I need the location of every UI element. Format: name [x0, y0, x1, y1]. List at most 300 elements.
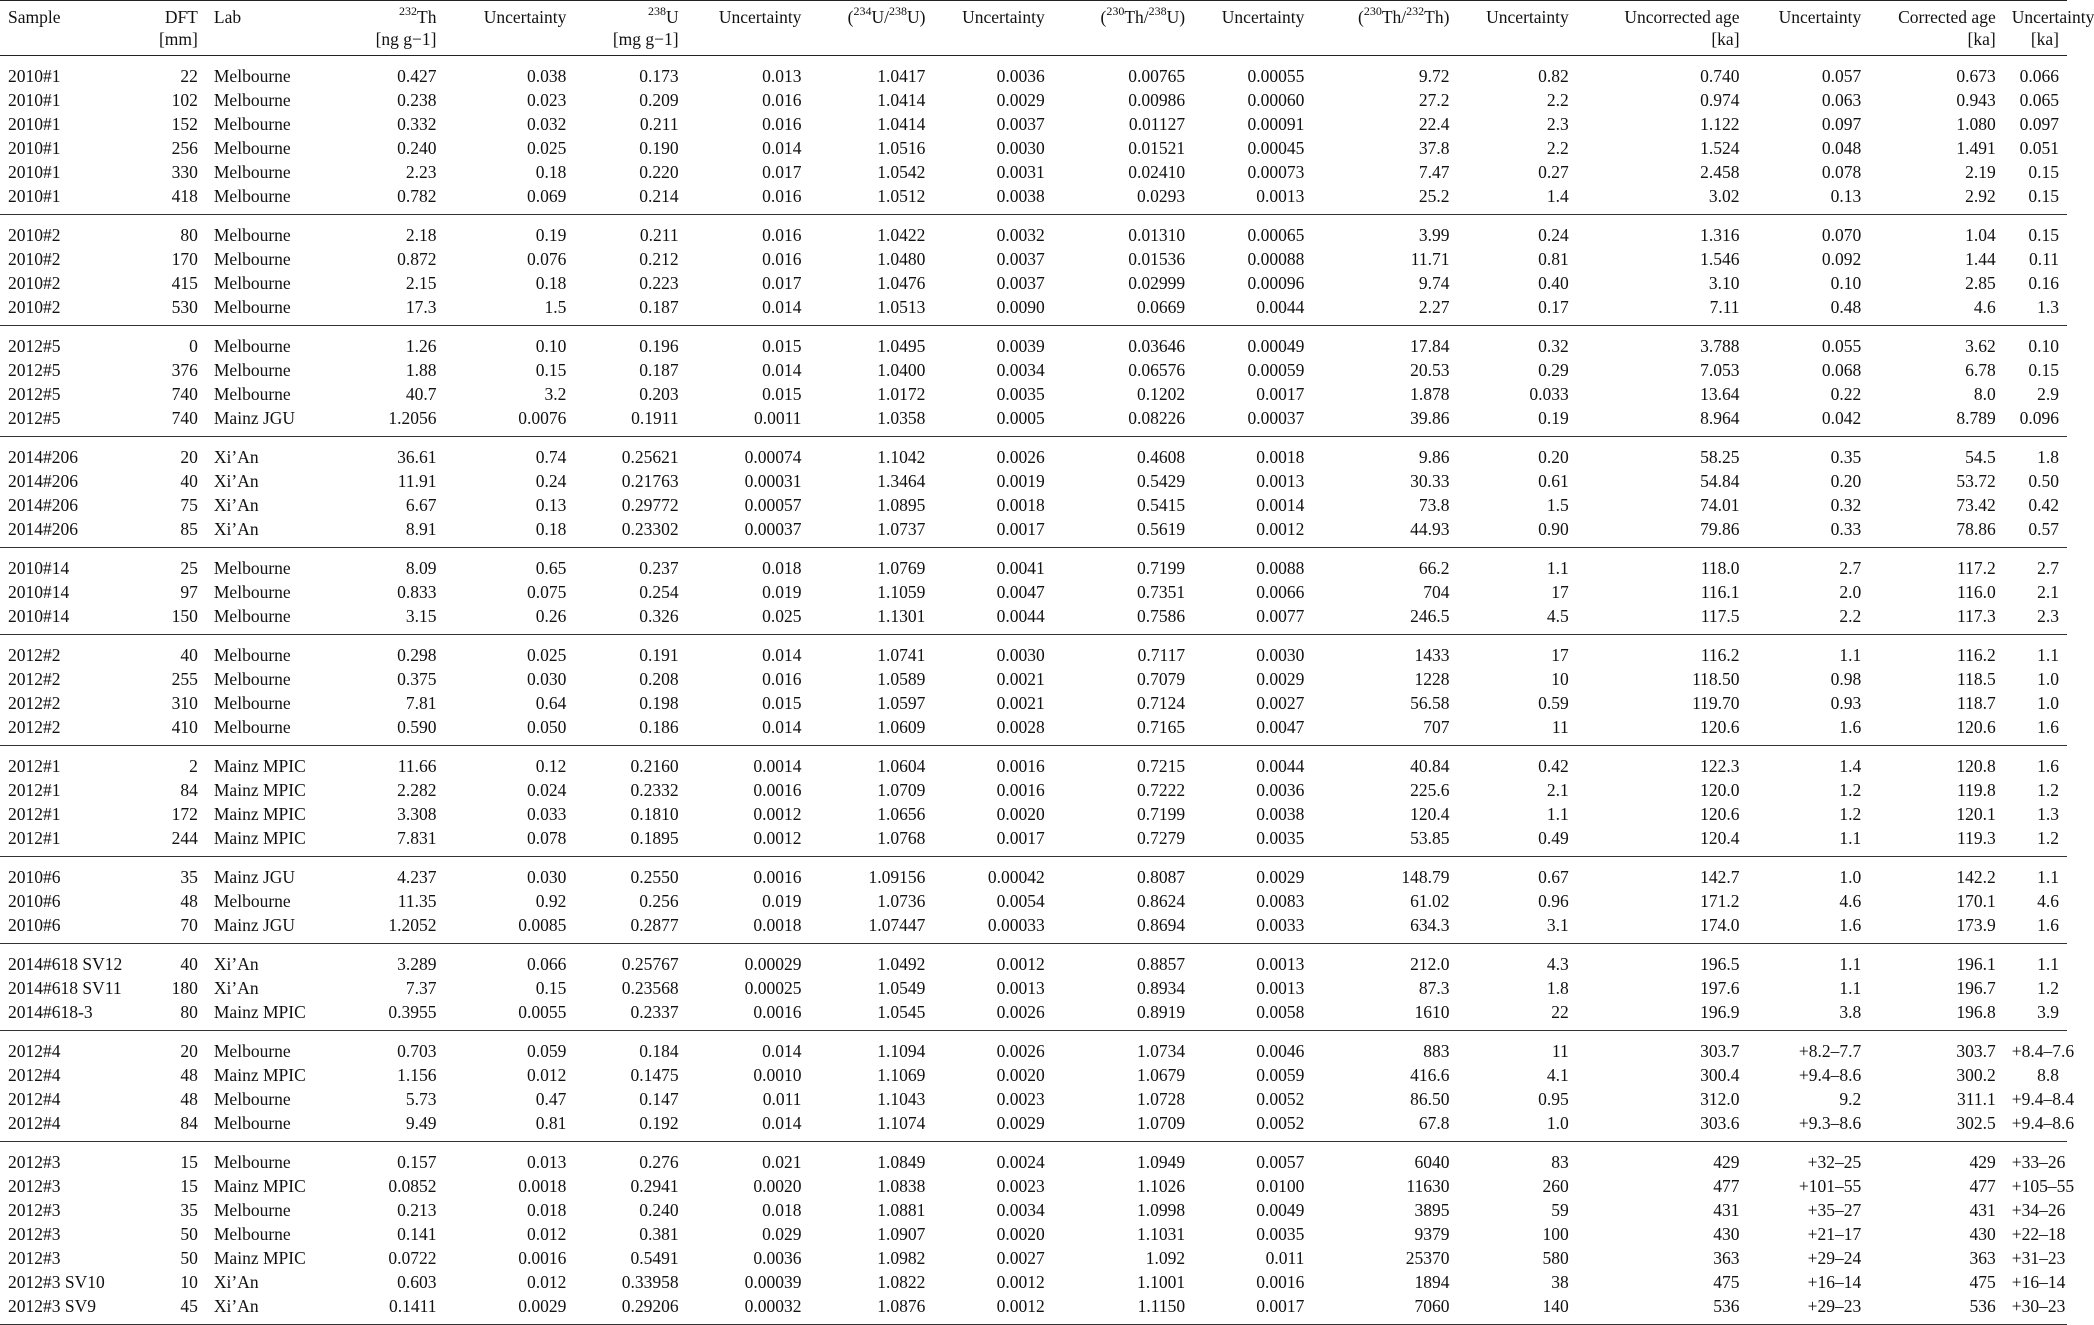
cell-dft: 50: [180, 1224, 198, 1244]
cell-u238-uncertainty: 0.017: [762, 162, 802, 182]
cell-th230-th232-uncertainty: 580: [1542, 1248, 1569, 1268]
cell-corrected-age: 53.72: [1956, 471, 1996, 491]
cell-th230-u238-uncertainty: 0.0058: [1193, 1000, 1312, 1031]
cell-th232-uncertainty: 0.076: [526, 249, 567, 269]
cell-th230-th232-uncertainty: 0.61: [1538, 471, 1569, 491]
table-row: [0, 913, 2067, 944]
cell-u234-u238-uncertainty: 0.0020: [996, 804, 1045, 824]
cell-uncorrected-age: 3.788: [1700, 336, 1740, 356]
cell-th230-th232-uncertainty: 1.8: [1546, 978, 1569, 998]
cell-th232-uncertainty: 0.0029: [444, 1294, 574, 1325]
cell-u238-uncertainty: 0.0016: [753, 867, 802, 887]
cell-sample: 2010#14: [0, 604, 138, 635]
cell-th230-th232-uncertainty: 10: [1551, 669, 1569, 689]
cell-th232: 3.15: [337, 604, 445, 635]
cell-dft: 25: [180, 558, 198, 578]
cell-uncorrected-age-uncertainty: +101–55: [1798, 1176, 1862, 1196]
cell-corrected-age: 2.19: [1965, 162, 1996, 182]
cell-uncorrected-age: 300.4: [1700, 1065, 1740, 1085]
cell-dft: 20: [180, 447, 198, 467]
table-row: [0, 826, 2067, 857]
cell-corrected-age-uncertainty: 0.065: [2019, 90, 2059, 110]
table-header-row: [0, 1, 2067, 56]
cell-u238-uncertainty: 0.029: [762, 1224, 802, 1244]
table-row: [0, 1246, 2067, 1270]
cell-th232-uncertainty: 0.023: [526, 90, 567, 110]
cell-corrected-age-uncertainty: +105–55: [2011, 1176, 2075, 1196]
cell-sample: 2010#1: [8, 138, 61, 158]
cell-u234-u238-uncertainty: 0.0023: [996, 1089, 1045, 1109]
cell-u238: 0.2941: [630, 1176, 679, 1196]
cell-uncorrected-age-uncertainty: 0.10: [1830, 273, 1862, 293]
cell-u234-u238-uncertainty: 0.0023: [996, 1176, 1045, 1196]
cell-th230-u238-ratio: 0.7117: [1137, 645, 1186, 665]
cell-uncorrected-age-uncertainty: 0.98: [1830, 669, 1862, 689]
cell-th230-u238-ratio: 0.0669: [1053, 295, 1193, 326]
table-row: [0, 715, 2067, 746]
cell-dft: 48: [180, 1089, 198, 1109]
cell-sample: 2010#1: [8, 90, 61, 110]
cell-th232: 0.782: [337, 184, 445, 215]
cell-u234-u238-uncertainty: 0.0026: [933, 1000, 1052, 1031]
cell-th230-u238-uncertainty: 0.00096: [1247, 273, 1305, 293]
cell-th232-uncertainty: 0.059: [526, 1041, 567, 1061]
cell-th230-th232-uncertainty: 0.27: [1538, 162, 1569, 182]
table-row: [0, 580, 2067, 604]
cell-dft: 15: [180, 1152, 198, 1172]
cell-th230-u238-ratio: 0.4608: [1136, 447, 1186, 467]
cell-sample: 2010#6: [0, 913, 138, 944]
cell-th232: 36.61: [397, 447, 437, 467]
cell-corrected-age: 302.5: [1869, 1111, 2004, 1142]
cell-u238-uncertainty: 0.014: [762, 645, 802, 665]
cell-th230-th232-ratio: 22.4: [1418, 114, 1450, 134]
cell-sample: 2014#206: [8, 495, 78, 515]
cell-u238-uncertainty: 0.019: [762, 582, 802, 602]
cell-th232-uncertainty: 0.0018: [518, 1176, 567, 1196]
cell-u238-uncertainty: 0.014: [687, 295, 810, 326]
cell-dft: 330: [171, 162, 198, 182]
cell-corrected-age-uncertainty: 1.2: [2037, 978, 2059, 998]
cell-dft: 10: [180, 1272, 198, 1292]
cell-u234-u238-uncertainty: 0.0041: [996, 558, 1045, 578]
cell-th230-th232-uncertainty: 0.24: [1538, 225, 1569, 245]
cell-u234-u238-ratio: 1.0768: [809, 826, 933, 857]
cell-u238: 0.186: [574, 715, 686, 746]
cell-th232-uncertainty: 0.013: [526, 1152, 567, 1172]
cell-u238-uncertainty: 0.00029: [744, 954, 802, 974]
cell-corrected-age: 475: [1969, 1272, 1996, 1292]
cell-uncorrected-age-uncertainty: 0.33: [1748, 517, 1870, 548]
cell-th232-uncertainty: 0.033: [526, 804, 567, 824]
table-row: [0, 802, 2067, 826]
cell-uncorrected-age: 475: [1713, 1272, 1740, 1292]
cell-th230-u238-uncertainty: 0.00049: [1247, 336, 1305, 356]
cell-u238-uncertainty: 0.0016: [687, 1000, 810, 1031]
header-th232: $^{232}$Th [ng g−1]: [337, 1, 445, 56]
cell-uncorrected-age-uncertainty: 0.22: [1830, 384, 1862, 404]
cell-th230-u238-uncertainty: 0.0077: [1193, 604, 1312, 635]
cell-th232: 0.238: [397, 90, 437, 110]
cell-corrected-age: 6.78: [1965, 360, 1996, 380]
cell-corrected-age: 1.080: [1956, 114, 1996, 134]
cell-u234-u238-uncertainty: 0.00042: [987, 867, 1045, 887]
header-th232-uncertainty: Uncertainty: [444, 1, 574, 56]
cell-corrected-age: 429: [1969, 1152, 1996, 1172]
cell-lab: Melbourne: [213, 273, 291, 293]
cell-dft: 410: [138, 715, 206, 746]
cell-u238-uncertainty: 0.018: [762, 558, 802, 578]
cell-sample: 2010#6: [8, 891, 61, 911]
cell-dft: 2: [189, 756, 198, 776]
cell-th232-uncertainty: 0.024: [526, 780, 567, 800]
cell-u234-u238-ratio: 1.3464: [877, 471, 926, 491]
cell-th230-u238-uncertainty: 0.0059: [1256, 1065, 1305, 1085]
header-corrected-age-uncertainty: Uncertainty [ka]: [2004, 1, 2067, 56]
cell-th230-u238-ratio: 0.5415: [1136, 495, 1186, 515]
cell-corrected-age-uncertainty: 0.15: [2004, 184, 2067, 215]
cell-th232-uncertainty: 0.15: [535, 978, 567, 998]
cell-corrected-age: 173.9: [1869, 913, 2004, 944]
cell-th230-th232-uncertainty: 0.96: [1538, 891, 1569, 911]
table-row: [0, 160, 2067, 184]
cell-th230-th232-uncertainty: 4.3: [1546, 954, 1569, 974]
cell-sample: 2012#2: [8, 693, 61, 713]
cell-uncorrected-age-uncertainty: 0.057: [1821, 66, 1862, 86]
cell-th232: 1.2052: [337, 913, 445, 944]
cell-th230-th232-uncertainty: 1.4: [1457, 184, 1576, 215]
cell-u238-uncertainty: 0.00074: [744, 447, 802, 467]
cell-u234-u238-ratio: 1.0358: [809, 406, 933, 437]
cell-th232: 2.18: [405, 225, 437, 245]
cell-sample: 2012#3: [8, 1200, 61, 1220]
cell-dft: 102: [171, 90, 198, 110]
cell-corrected-age-uncertainty: 0.096: [2004, 406, 2067, 437]
cell-sample: 2010#2: [8, 225, 61, 245]
cell-u238: 0.187: [574, 295, 686, 326]
cell-uncorrected-age: 363: [1713, 1248, 1740, 1268]
cell-u238-uncertainty: 0.014: [687, 715, 810, 746]
cell-th230-th232-ratio: 25.2: [1312, 184, 1457, 215]
cell-th230-th232-ratio: 87.3: [1418, 978, 1450, 998]
cell-th232-uncertainty: 0.15: [535, 360, 567, 380]
cell-th230-th232-uncertainty: 260: [1542, 1176, 1569, 1196]
cell-u234-u238-uncertainty: 0.0039: [996, 336, 1045, 356]
cell-lab: Mainz MPIC: [213, 1065, 306, 1085]
table-row: [0, 667, 2067, 691]
cell-u234-u238-uncertainty: 0.0017: [933, 826, 1052, 857]
cell-th232-uncertainty: 0.92: [535, 891, 567, 911]
table-row: [0, 112, 2067, 136]
cell-u238-uncertainty: 0.015: [762, 336, 802, 356]
table-row: [0, 247, 2067, 271]
cell-th232: 7.81: [405, 693, 437, 713]
cell-th230-u238-ratio: 1.1031: [1136, 1224, 1186, 1244]
cell-dft: 40: [180, 954, 198, 974]
cell-th230-th232-uncertainty: 2.2: [1546, 138, 1569, 158]
cell-corrected-age-uncertainty: +9.4–8.6: [2004, 1111, 2067, 1142]
cell-sample: 2010#1: [8, 66, 61, 86]
cell-corrected-age-uncertainty: 1.1: [2037, 867, 2059, 887]
cell-th230-th232-ratio: 212.0: [1410, 954, 1450, 974]
cell-uncorrected-age: 171.2: [1700, 891, 1740, 911]
cell-th230-u238-ratio: 1.0949: [1136, 1152, 1186, 1172]
header-u234-u238-uncertainty: Uncertainty: [933, 1, 1052, 56]
cell-corrected-age-uncertainty: +16–14: [2011, 1272, 2066, 1292]
cell-th230-th232-uncertainty: 2.3: [1546, 114, 1569, 134]
cell-th230-u238-uncertainty: 0.0044: [1256, 756, 1305, 776]
cell-th230-th232-uncertainty: 1.0: [1457, 1111, 1576, 1142]
cell-corrected-age-uncertainty: +22–18: [2011, 1224, 2066, 1244]
cell-th232-uncertainty: 0.066: [526, 954, 567, 974]
cell-dft: 85: [138, 517, 206, 548]
cell-sample: 2012#3 SV10: [8, 1272, 105, 1292]
cell-u234-u238-uncertainty: 0.0021: [996, 669, 1045, 689]
cell-th230-th232-ratio: 634.3: [1312, 913, 1457, 944]
cell-dft: 97: [180, 582, 198, 602]
cell-th230-u238-uncertainty: 0.0012: [1193, 517, 1312, 548]
cell-uncorrected-age: 116.1: [1700, 582, 1740, 602]
cell-th230-th232-uncertainty: 140: [1457, 1294, 1576, 1325]
cell-th230-th232-ratio: 53.85: [1312, 826, 1457, 857]
cell-u238: 0.25621: [621, 447, 679, 467]
cell-corrected-age-uncertainty: 2.7: [2037, 558, 2059, 578]
cell-corrected-age-uncertainty: 0.15: [2028, 225, 2059, 245]
cell-uncorrected-age-uncertainty: 0.042: [1748, 406, 1870, 437]
cell-lab: Melbourne: [213, 558, 291, 578]
cell-uncorrected-age: 0.974: [1700, 90, 1740, 110]
cell-corrected-age: 196.8: [1869, 1000, 2004, 1031]
table-row: [0, 382, 2067, 406]
cell-th230-u238-ratio: 0.02410: [1128, 162, 1186, 182]
cell-th230-u238-ratio: 0.01521: [1128, 138, 1186, 158]
cell-u238: 0.187: [639, 360, 679, 380]
cell-th230-u238-ratio: 0.8694: [1053, 913, 1193, 944]
cell-lab: Melbourne: [213, 1041, 291, 1061]
cell-u238: 0.198: [639, 693, 679, 713]
cell-th230-th232-ratio: 39.86: [1312, 406, 1457, 437]
cell-u234-u238-ratio: 1.0589: [877, 669, 926, 689]
cell-u238: 0.237: [639, 558, 679, 578]
cell-sample: 2010#2: [0, 295, 138, 326]
cell-u238-uncertainty: 0.025: [687, 604, 810, 635]
cell-uncorrected-age-uncertainty: 0.48: [1748, 295, 1870, 326]
header-th230-u238-ratio: ($^{230}$Th/$^{238}$U): [1053, 1, 1193, 56]
cell-u234-u238-uncertainty: 0.0036: [996, 66, 1045, 86]
cell-lab: Melbourne: [213, 1152, 291, 1172]
cell-lab: Mainz JGU: [206, 913, 337, 944]
cell-corrected-age: 1.491: [1956, 138, 1996, 158]
cell-uncorrected-age-uncertainty: 0.20: [1830, 471, 1862, 491]
cell-u238: 0.212: [639, 249, 679, 269]
cell-th232-uncertainty: 0.050: [444, 715, 574, 746]
cell-u234-u238-uncertainty: 0.0029: [933, 1111, 1052, 1142]
cell-uncorrected-age-uncertainty: 0.097: [1821, 114, 1862, 134]
cell-th230-u238-uncertainty: 0.0035: [1193, 826, 1312, 857]
cell-th230-u238-ratio: 1.0728: [1136, 1089, 1186, 1109]
cell-th230-th232-uncertainty: 4.1: [1546, 1065, 1569, 1085]
cell-uncorrected-age: 116.2: [1700, 645, 1740, 665]
cell-u234-u238-ratio: 1.1074: [809, 1111, 933, 1142]
cell-u234-u238-ratio: 1.0172: [877, 384, 926, 404]
table-row: [0, 406, 2067, 437]
cell-th230-u238-ratio: 0.7199: [1136, 804, 1186, 824]
cell-th230-u238-ratio: 1.1150: [1053, 1294, 1193, 1325]
table-row: [0, 548, 2067, 581]
cell-dft: 48: [180, 891, 198, 911]
cell-corrected-age-uncertainty: +34–26: [2011, 1200, 2066, 1220]
cell-uncorrected-age-uncertainty: 0.93: [1830, 693, 1862, 713]
cell-u234-u238-ratio: 1.0656: [877, 804, 926, 824]
cell-uncorrected-age-uncertainty: +16–14: [1807, 1272, 1862, 1292]
cell-u238-uncertainty: 0.0018: [687, 913, 810, 944]
cell-u234-u238-ratio: 1.0737: [809, 517, 933, 548]
cell-th230-u238-uncertainty: 0.0052: [1193, 1111, 1312, 1142]
header-corrected-age: Corrected age [ka]: [1869, 1, 2004, 56]
cell-corrected-age: 311.1: [1956, 1089, 1996, 1109]
cell-th230-u238-ratio: 0.01536: [1128, 249, 1186, 269]
cell-th232: 11.35: [397, 891, 437, 911]
cell-uncorrected-age-uncertainty: +35–27: [1807, 1200, 1862, 1220]
cell-dft: 255: [171, 669, 198, 689]
cell-u238: 0.173: [639, 66, 679, 86]
cell-lab: Melbourne: [213, 336, 291, 356]
cell-th230-th232-ratio: 9.74: [1418, 273, 1450, 293]
cell-dft: 170: [171, 249, 198, 269]
cell-lab: Mainz MPIC: [213, 1248, 306, 1268]
cell-u234-u238-ratio: 1.0604: [877, 756, 926, 776]
cell-lab: Mainz JGU: [206, 406, 337, 437]
cell-u234-u238-ratio: 1.0709: [877, 780, 926, 800]
cell-th230-th232-uncertainty: 0.19: [1457, 406, 1576, 437]
cell-sample: 2012#2: [8, 645, 61, 665]
cell-th232-uncertainty: 0.032: [526, 114, 567, 134]
cell-sample: 2010#1: [8, 162, 61, 182]
cell-u238: 0.209: [639, 90, 679, 110]
cell-u234-u238-uncertainty: 0.00033: [933, 913, 1052, 944]
cell-th230-u238-uncertainty: 0.0029: [1256, 867, 1305, 887]
cell-th230-u238-uncertainty: 0.0057: [1256, 1152, 1305, 1172]
cell-th230-u238-uncertainty: 0.0013: [1256, 954, 1305, 974]
cell-lab: Mainz MPIC: [213, 1176, 306, 1196]
cell-corrected-age: 8.789: [1869, 406, 2004, 437]
table-row: [0, 857, 2067, 890]
cell-th230-th232-ratio: 30.33: [1410, 471, 1450, 491]
cell-u238-uncertainty: 0.018: [762, 1200, 802, 1220]
header-uncorrected-age: Uncorrected age [ka]: [1577, 1, 1748, 56]
cell-u234-u238-ratio: 1.0414: [877, 90, 926, 110]
cell-lab: Xi’An: [213, 471, 259, 491]
cell-th230-u238-uncertainty: 0.0066: [1256, 582, 1305, 602]
cell-th230-th232-ratio: 9379: [1414, 1224, 1450, 1244]
cell-th230-u238-ratio: 0.8919: [1053, 1000, 1193, 1031]
cell-uncorrected-age-uncertainty: 0.092: [1821, 249, 1862, 269]
cell-th230-th232-uncertainty: 0.42: [1538, 756, 1569, 776]
cell-th230-u238-ratio: 0.00986: [1128, 90, 1186, 110]
cell-th230-th232-uncertainty: 22: [1457, 1000, 1576, 1031]
table-row: [0, 1174, 2067, 1198]
cell-corrected-age-uncertainty: 1.1: [2037, 645, 2059, 665]
cell-u234-u238-ratio: 1.0476: [877, 273, 926, 293]
cell-lab: Melbourne: [213, 1200, 291, 1220]
cell-corrected-age: 2.85: [1965, 273, 1996, 293]
cell-th230-th232-uncertainty: 38: [1551, 1272, 1569, 1292]
cell-u238-uncertainty: 0.014: [762, 360, 802, 380]
cell-uncorrected-age: 536: [1577, 1294, 1748, 1325]
cell-corrected-age: 142.2: [1956, 867, 1996, 887]
cell-u234-u238-ratio: 1.0895: [877, 495, 926, 515]
cell-th232: 0.213: [397, 1200, 437, 1220]
cell-lab: Melbourne: [213, 225, 291, 245]
cell-corrected-age-uncertainty: 1.0: [2037, 693, 2059, 713]
cell-uncorrected-age: 431: [1713, 1200, 1740, 1220]
cell-u238-uncertainty: 0.016: [762, 225, 802, 245]
cell-uncorrected-age: 1.122: [1700, 114, 1740, 134]
cell-sample: 2010#1: [8, 114, 61, 134]
table-row: [0, 746, 2067, 779]
cell-sample: 2012#5: [0, 406, 138, 437]
cell-th230-u238-ratio: 0.8857: [1136, 954, 1186, 974]
cell-sample: 2012#4: [8, 1065, 61, 1085]
cell-sample: 2010#14: [8, 582, 70, 602]
cell-th230-u238-ratio: 0.1202: [1136, 384, 1186, 404]
cell-corrected-age-uncertainty: 0.066: [2019, 66, 2059, 86]
cell-th230-u238-uncertainty: 0.0100: [1256, 1176, 1305, 1196]
cell-th230-th232-ratio: 27.2: [1418, 90, 1450, 110]
cell-sample: 2010#6: [8, 867, 61, 887]
cell-corrected-age-uncertainty: 8.8: [2037, 1065, 2059, 1085]
cell-uncorrected-age: 196.9: [1577, 1000, 1748, 1031]
cell-lab: Mainz MPIC: [206, 1000, 337, 1031]
cell-sample: 2012#2: [0, 715, 138, 746]
cell-uncorrected-age-uncertainty: 0.048: [1821, 138, 1862, 158]
cell-th230-u238-uncertainty: 0.0033: [1193, 913, 1312, 944]
cell-u238: 0.214: [574, 184, 686, 215]
cell-th232: 0.141: [397, 1224, 437, 1244]
cell-th230-u238-uncertainty: 0.011: [1265, 1248, 1305, 1268]
cell-dft: 256: [171, 138, 198, 158]
cell-u234-u238-ratio: 1.09156: [868, 867, 926, 887]
cell-corrected-age: 120.6: [1869, 715, 2004, 746]
cell-dft: 418: [138, 184, 206, 215]
cell-u238-uncertainty: 0.0020: [753, 1176, 802, 1196]
cell-th230-u238-uncertainty: 0.0046: [1256, 1041, 1305, 1061]
cell-th230-th232-uncertainty: 17: [1551, 645, 1569, 665]
cell-lab: Mainz MPIC: [213, 804, 306, 824]
cell-sample: 2012#4: [0, 1111, 138, 1142]
cell-th230-u238-ratio: 0.01310: [1128, 225, 1186, 245]
cell-th230-th232-uncertainty: 0.82: [1538, 66, 1569, 86]
cell-th232: 0.833: [397, 582, 437, 602]
cell-lab: Melbourne: [206, 604, 337, 635]
cell-lab: Mainz MPIC: [213, 756, 306, 776]
cell-lab: Melbourne: [213, 1224, 291, 1244]
cell-u238-uncertainty: 0.021: [762, 1152, 802, 1172]
cell-u238-uncertainty: 0.00032: [687, 1294, 810, 1325]
cell-corrected-age: 117.2: [1956, 558, 1996, 578]
cell-th230-u238-ratio: 0.7079: [1136, 669, 1186, 689]
cell-uncorrected-age: 74.01: [1700, 495, 1740, 515]
cell-u238: 0.254: [639, 582, 679, 602]
header-sample: Sample: [0, 1, 138, 56]
cell-u238-uncertainty: 0.0036: [753, 1248, 802, 1268]
cell-uncorrected-age: 58.25: [1700, 447, 1740, 467]
cell-th230-th232-uncertainty: 0.20: [1538, 447, 1569, 467]
cell-th230-th232-ratio: 17.84: [1410, 336, 1450, 356]
cell-th232: 0.298: [397, 645, 437, 665]
cell-corrected-age-uncertainty: +33–26: [2011, 1152, 2066, 1172]
cell-th230-u238-uncertainty: 0.0013: [1256, 471, 1305, 491]
